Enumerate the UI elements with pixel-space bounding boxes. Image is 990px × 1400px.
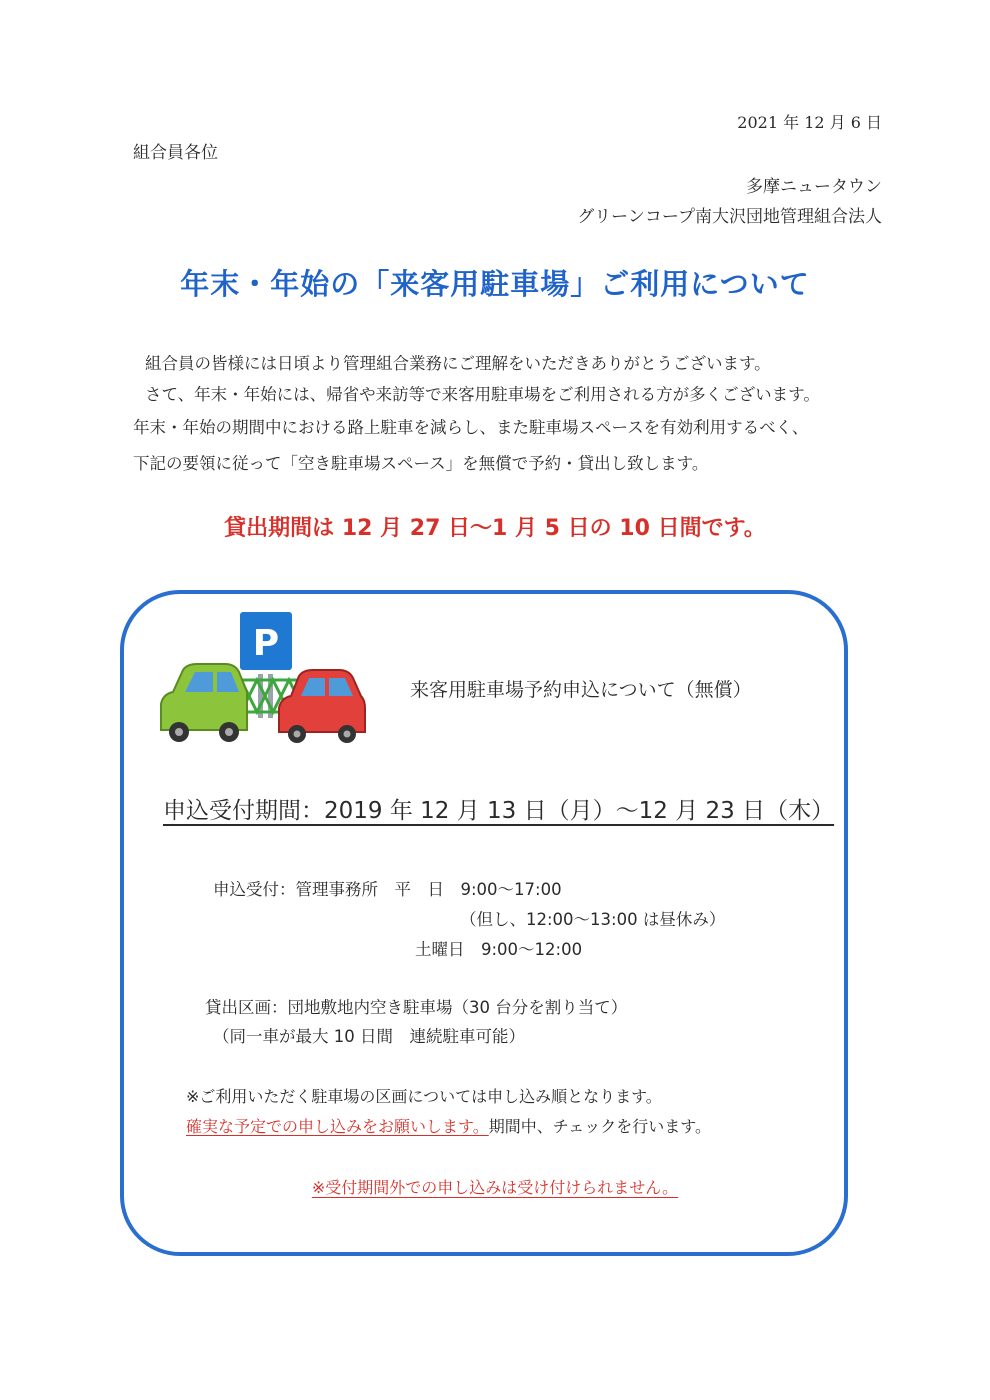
recipient: 組合員各位	[133, 143, 218, 163]
confirmation-note	[186, 1114, 711, 1137]
green-car-icon	[161, 664, 247, 742]
sender-line-1: 多摩ニュータウン	[746, 177, 882, 197]
box-heading: 来客用駐車場予約申込について（無償）	[410, 679, 752, 701]
body-paragraph-4: 下記の要領に従って「空き駐車場スペース」を無償で予約・貸出し致します。	[133, 454, 709, 473]
application-period: 申込受付期間：2019 年 12 月 13 日（月）～12 月 23 日（木）	[163, 798, 835, 824]
lending-area-note: （同一車が最大 10 日間 連続駐車可能）	[213, 1027, 525, 1046]
body-paragraph-3: 年末・年始の期間中における路上駐車を減らし、また駐車場スペースを有効利用するべく、	[133, 418, 809, 437]
lending-area: 貸出区画：団地敷地内空き駐車場（30 台分を割り当て）	[205, 998, 628, 1017]
deadline-warning: ※受付期間外での申し込みは受け付けられません。	[311, 1178, 679, 1197]
parking-illustration	[155, 608, 370, 743]
reception-lunch-break: （但し、12:00～13:00 は昼休み）	[460, 910, 726, 929]
sender-line-2: グリーンコープ南大沢団地管理組合法人	[577, 207, 882, 227]
reception-saturday: 土曜日 9:00～12:00	[415, 940, 583, 959]
body-paragraph-2: さて、年末・年始には、帰省や来訪等で来客用駐車場をご利用される方が多くございます。	[145, 385, 820, 404]
reception-weekday: 申込受付：管理事務所 平 日 9:00～17:00	[213, 880, 562, 899]
order-note: ※ご利用いただく駐車場の区画については申し込み順となります。	[186, 1087, 662, 1106]
parking-sign-letter: P	[252, 623, 280, 664]
lending-period: 貸出期間は 12 月 27 日～1 月 5 日の 10 日間です。	[224, 516, 766, 541]
document-title: 年末・年始の「来客用駐車場」ご利用について	[180, 267, 810, 301]
confirmation-note-highlight: 確実な予定での申し込みをお願いします。	[186, 1117, 489, 1136]
confirmation-note-rest: 期間中、チェックを行います。	[488, 1117, 711, 1136]
document-date: 2021 年 12 月 6 日	[737, 113, 882, 132]
body-paragraph-1: 組合員の皆様には日頃より管理組合業務にご理解をいただきありがとうございます。	[145, 354, 771, 373]
